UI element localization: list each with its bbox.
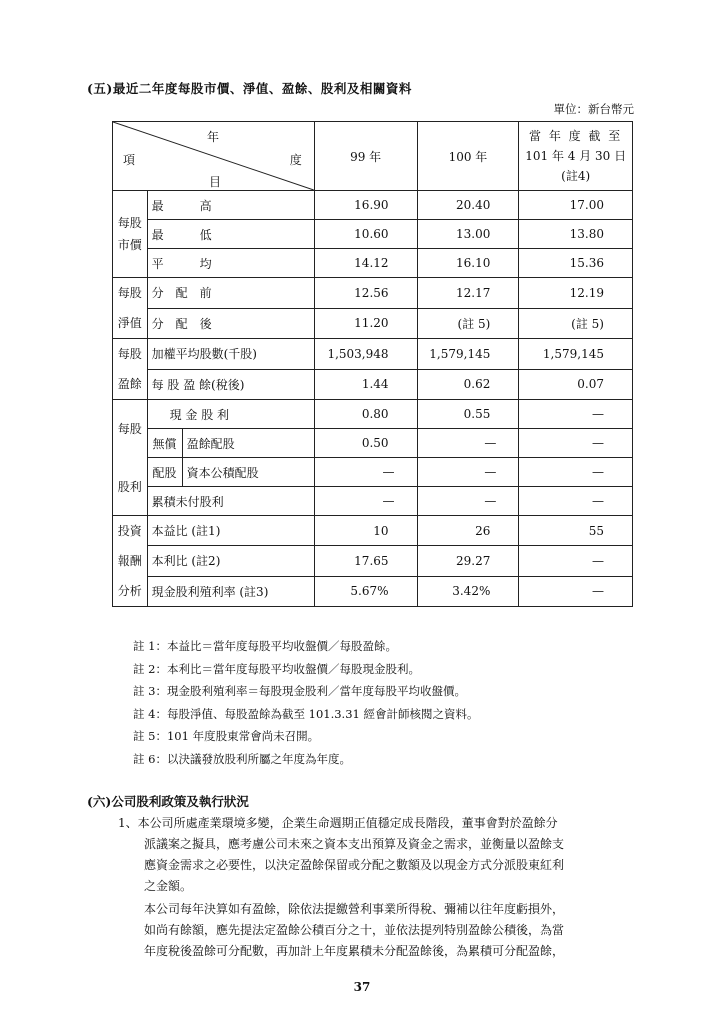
cell-value: — <box>519 487 633 516</box>
row-label-eps: 每 股 盈 餘(稅後) <box>147 369 314 400</box>
group-label-investment <box>113 516 148 607</box>
cell-value: 17.00 <box>519 191 633 220</box>
table-row <box>113 191 633 220</box>
cell-value: — <box>417 429 519 458</box>
row-label-retained <box>147 429 314 458</box>
stock-dividend-label <box>148 429 183 457</box>
cell-value: 5.67% <box>314 576 417 606</box>
group-label-line: 每股 <box>117 421 142 436</box>
column-header-101 <box>519 122 633 191</box>
cell-value: 0.62 <box>417 369 519 400</box>
footnote: 註 6：以決議發放股利所屬之年度為年度。 <box>133 751 351 766</box>
cell-value: 15.36 <box>519 249 633 278</box>
table-row <box>113 546 633 576</box>
cell-value: 10.60 <box>314 220 417 249</box>
table-row <box>113 576 633 606</box>
cell-value: — <box>314 458 417 487</box>
row-label-high: 最 高 <box>147 191 314 220</box>
retained-label-wrap <box>183 429 235 457</box>
row-label-cash: 現 金 股 利 <box>147 400 314 429</box>
row-label-pe: 本益比 (註1) <box>147 516 314 546</box>
table-row <box>113 369 633 400</box>
row-label-capital <box>147 458 314 487</box>
row-label-pd: 本利比 (註2) <box>147 546 314 576</box>
cell-value: 0.80 <box>314 400 417 429</box>
paragraph-line: 應資金需求之必要性，以決定盈餘保留或分配之數額及以現金方式分派股東紅利 <box>144 858 565 872</box>
table-row <box>113 400 633 429</box>
table-row <box>113 458 633 487</box>
header-item: 項 <box>123 153 136 167</box>
capital-label-wrap <box>183 458 259 486</box>
group-label-line: 每股 <box>117 286 142 300</box>
group-label-line: 盈餘 <box>117 377 142 391</box>
row-label-low: 最 低 <box>147 220 314 249</box>
paragraph-line: 如尚有餘額，應先提法定盈餘公積百分之十，並依法提列特別盈餘公積後，為當 <box>144 923 565 937</box>
row-label-accum: 累積未付股利 <box>147 487 314 516</box>
financial-table <box>112 121 633 607</box>
table-row <box>113 220 633 249</box>
footnote: 註 5：101 年度股東常會尚未召開。 <box>133 729 320 743</box>
table-row <box>113 487 633 516</box>
cell-value: — <box>519 546 633 576</box>
row-label-yield: 現金股利殖利率 (註3) <box>147 576 314 606</box>
capital-label: 資本公積配股 <box>186 465 259 480</box>
group-label-line: 每股 <box>117 347 142 361</box>
cell-value: 16.10 <box>417 249 519 278</box>
cell-value: 20.40 <box>417 191 519 220</box>
cell-value: 17.65 <box>314 546 417 576</box>
table-row <box>113 249 633 278</box>
footnotes <box>133 635 479 770</box>
cell-value: 11.20 <box>314 308 417 339</box>
group-label-line: 報酬 <box>117 554 142 568</box>
section-5-title: (五)最近二年度每股市價、淨值、盈餘、股利及相關資料 <box>87 81 412 96</box>
cell-value: 14.12 <box>314 249 417 278</box>
group-label-line: 分析 <box>117 584 142 598</box>
footnote: 註 4：每股淨值、每股盈餘為截至 101.3.31 經會計師核閱之資料。 <box>133 706 479 721</box>
cell-value: — <box>314 487 417 516</box>
cell-value: (註 5) <box>519 308 633 339</box>
cell-value: 13.00 <box>417 220 519 249</box>
table-row <box>113 278 633 309</box>
cell-value: — <box>417 458 519 487</box>
paragraph-line: 年度稅後盈餘可分配數，再加計上年度累積未分配盈餘後，為累積可分配盈餘， <box>144 944 565 958</box>
column-header-100: 100 年 <box>417 122 519 191</box>
header-degree: 度 <box>289 153 302 167</box>
header-mu: 目 <box>209 175 222 189</box>
cell-value: 26 <box>417 516 519 546</box>
table-row <box>113 429 633 458</box>
cell-value: 1,579,145 <box>417 339 519 370</box>
group-label-line: 投資 <box>117 524 142 538</box>
section-6-title: (六)公司股利政策及執行狀況 <box>87 794 249 809</box>
cell-value: 12.56 <box>314 278 417 309</box>
group-label-dividend <box>113 400 148 516</box>
group-label-line: 每股 <box>117 216 142 230</box>
column-header-99: 99 年 <box>314 122 417 191</box>
page-number: 37 <box>353 980 371 994</box>
cell-value: 1,503,948 <box>314 339 417 370</box>
cell-value: — <box>519 429 633 458</box>
cell-value: 16.90 <box>314 191 417 220</box>
cell-value: 12.19 <box>519 278 633 309</box>
cell-value: 0.55 <box>417 400 519 429</box>
paragraph-line: 本公司每年決算如有盈餘，除依法提繳營利事業所得稅、彌補以往年度虧損外， <box>144 902 565 916</box>
cell-value: 3.42% <box>417 576 519 606</box>
group-label-nav <box>113 278 148 339</box>
column-header-101-line2: 101 年 4 月 30 日 <box>525 149 627 163</box>
row-label-avg: 平 均 <box>147 249 314 278</box>
free-label: 無償 <box>152 436 177 451</box>
table-row <box>113 516 633 546</box>
row-label-pre: 分 配 前 <box>147 278 314 309</box>
alloc-label-wrap <box>148 458 183 486</box>
cell-value: 0.50 <box>314 429 417 458</box>
cell-value: 12.17 <box>417 278 519 309</box>
footnote: 註 2：本利比＝當年度每股平均收盤價／每股現金股利。 <box>133 661 420 676</box>
group-label-price <box>113 191 148 278</box>
group-label-line: 淨值 <box>117 316 142 330</box>
row-label-post: 分 配 後 <box>147 308 314 339</box>
header-year: 年 <box>207 130 220 144</box>
cell-value: 1,579,145 <box>519 339 633 370</box>
cell-value: 13.80 <box>519 220 633 249</box>
cell-value: 55 <box>519 516 633 546</box>
table-row <box>113 308 633 339</box>
retained-label: 盈餘配股 <box>186 436 235 451</box>
group-label-eps <box>113 339 148 400</box>
table-header-row <box>113 122 633 191</box>
column-header-101-line3: (註4) <box>561 169 591 183</box>
table-row <box>113 339 633 370</box>
footnote: 註 3：現金股利殖利率＝每股現金股利／當年度每股平均收盤價。 <box>133 684 466 698</box>
cell-value: 29.27 <box>417 546 519 576</box>
paragraph-line: 之金額。 <box>144 879 193 893</box>
footnote: 註 1：本益比＝當年度每股平均收盤價／每股盈餘。 <box>133 639 397 653</box>
cell-value: — <box>519 576 633 606</box>
paragraph-line: 派議案之擬具，應考慮公司未來之資本支出預算及資金之需求，並衡量以盈餘支 <box>144 837 565 851</box>
paragraph-line: 1、本公司所處產業環境多變，企業生命週期正值穩定成長階段，董事會對於盈餘分 <box>118 816 558 830</box>
group-label-line: 市價 <box>117 238 142 252</box>
cell-value: 10 <box>314 516 417 546</box>
row-label-shares: 加權平均股數(千股) <box>147 339 314 370</box>
cell-value: — <box>417 487 519 516</box>
alloc-label: 配股 <box>152 465 177 480</box>
cell-value: — <box>519 400 633 429</box>
cell-value: — <box>519 458 633 487</box>
dividend-policy-text <box>118 813 638 962</box>
cell-value: (註 5) <box>417 308 519 339</box>
cell-value: 0.07 <box>519 369 633 400</box>
diagonal-header-cell <box>113 122 315 191</box>
cell-value: 1.44 <box>314 369 417 400</box>
unit-label: 單位：新台幣元 <box>553 102 634 116</box>
column-header-101-line1: 當 年 度 截 至 <box>529 129 623 143</box>
group-label-line: 股利 <box>117 479 142 494</box>
